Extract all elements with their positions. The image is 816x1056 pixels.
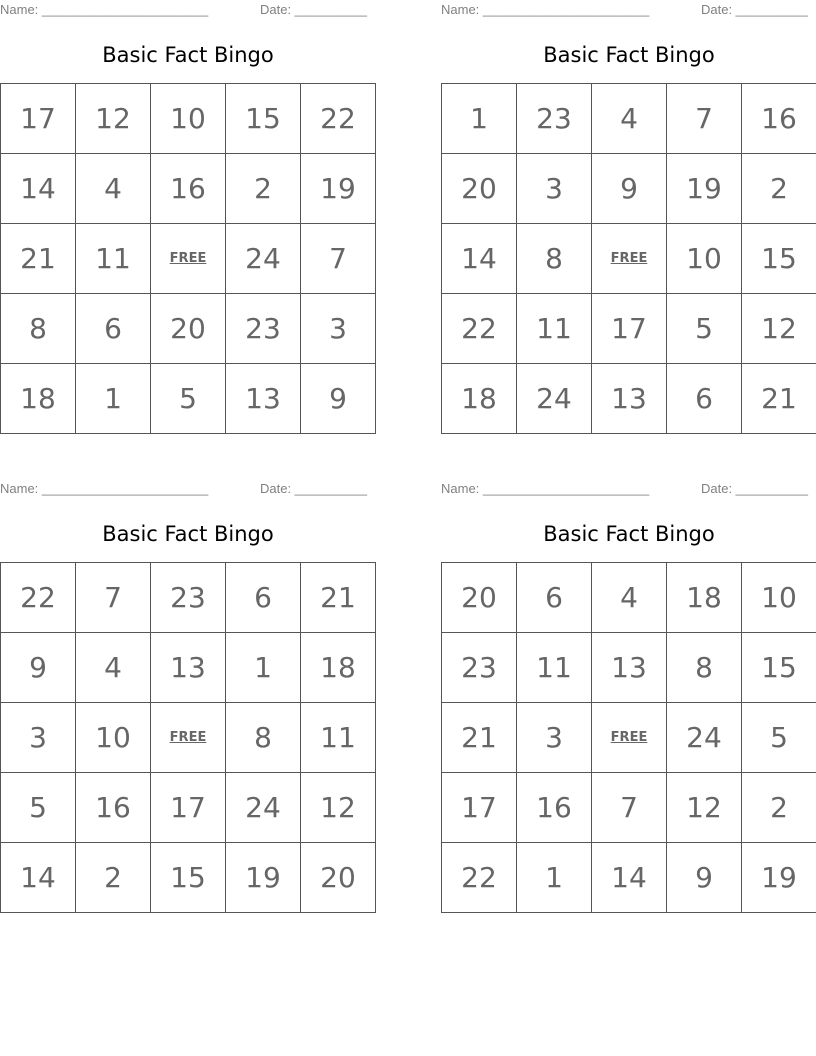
bingo-cell: 20 bbox=[442, 154, 517, 224]
bingo-row bbox=[442, 154, 816, 224]
bingo-cell: 12 bbox=[301, 773, 376, 843]
bingo-cell: 7 bbox=[76, 563, 151, 633]
bingo-cell: 17 bbox=[1, 84, 76, 154]
card-header bbox=[441, 0, 816, 20]
bingo-row bbox=[1, 773, 376, 843]
bingo-cell: 4 bbox=[592, 563, 667, 633]
date-field-label: Date: __________ bbox=[260, 2, 367, 17]
bingo-cell: 21 bbox=[442, 703, 517, 773]
bingo-card-1 bbox=[0, 0, 376, 440]
bingo-cell: 10 bbox=[76, 703, 151, 773]
bingo-cell: 14 bbox=[442, 224, 517, 294]
bingo-cell: 15 bbox=[742, 224, 816, 294]
bingo-cell: 20 bbox=[301, 843, 376, 913]
bingo-row bbox=[442, 773, 816, 843]
bingo-cell: 5 bbox=[151, 364, 226, 434]
bingo-cell: 1 bbox=[226, 633, 301, 703]
bingo-row bbox=[442, 364, 816, 434]
bingo-cell: 8 bbox=[517, 224, 592, 294]
bingo-cell: 18 bbox=[442, 364, 517, 434]
bingo-cell: 12 bbox=[742, 294, 816, 364]
bingo-card-3 bbox=[0, 479, 376, 919]
bingo-card-4 bbox=[441, 479, 816, 919]
bingo-cell: 10 bbox=[151, 84, 226, 154]
card-header bbox=[0, 479, 376, 499]
bingo-row bbox=[1, 364, 376, 434]
bingo-row bbox=[442, 84, 816, 154]
bingo-cell: 16 bbox=[517, 773, 592, 843]
bingo-cell: 8 bbox=[1, 294, 76, 364]
bingo-cell: 11 bbox=[517, 633, 592, 703]
card-title: Basic Fact Bingo bbox=[543, 522, 715, 546]
bingo-cell: 18 bbox=[301, 633, 376, 703]
bingo-row bbox=[1, 84, 376, 154]
card-title: Basic Fact Bingo bbox=[543, 43, 715, 67]
bingo-row bbox=[1, 633, 376, 703]
bingo-cell: 7 bbox=[301, 224, 376, 294]
bingo-cell: 13 bbox=[592, 364, 667, 434]
bingo-row bbox=[442, 843, 816, 913]
bingo-cell: 5 bbox=[1, 773, 76, 843]
date-field-label: Date: __________ bbox=[701, 2, 808, 17]
bingo-cell: 3 bbox=[517, 154, 592, 224]
bingo-row bbox=[1, 294, 376, 364]
bingo-cell: 9 bbox=[592, 154, 667, 224]
bingo-cell: 24 bbox=[517, 364, 592, 434]
bingo-cell: 14 bbox=[1, 843, 76, 913]
bingo-row bbox=[1, 563, 376, 633]
bingo-cell: 21 bbox=[301, 563, 376, 633]
bingo-cell: 18 bbox=[1, 364, 76, 434]
bingo-cell: 22 bbox=[301, 84, 376, 154]
bingo-cell: 10 bbox=[742, 563, 816, 633]
bingo-cell: 24 bbox=[226, 773, 301, 843]
bingo-cell: 19 bbox=[667, 154, 742, 224]
bingo-grid bbox=[0, 83, 376, 434]
bingo-row bbox=[442, 224, 816, 294]
bingo-cell: 6 bbox=[76, 294, 151, 364]
bingo-cell: 24 bbox=[226, 224, 301, 294]
bingo-cell: 1 bbox=[76, 364, 151, 434]
bingo-row bbox=[1, 224, 376, 294]
bingo-cell: 3 bbox=[301, 294, 376, 364]
bingo-cell: 15 bbox=[226, 84, 301, 154]
bingo-cell: 2 bbox=[76, 843, 151, 913]
bingo-cell: 2 bbox=[226, 154, 301, 224]
bingo-cell: 18 bbox=[667, 563, 742, 633]
bingo-cell: 17 bbox=[592, 294, 667, 364]
bingo-cell: 1 bbox=[442, 84, 517, 154]
bingo-row bbox=[1, 154, 376, 224]
bingo-cell: 4 bbox=[76, 154, 151, 224]
bingo-cell: 19 bbox=[301, 154, 376, 224]
bingo-cell: 6 bbox=[226, 563, 301, 633]
bingo-cell: 5 bbox=[667, 294, 742, 364]
bingo-cell: 9 bbox=[667, 843, 742, 913]
bingo-cell: 15 bbox=[742, 633, 816, 703]
bingo-grid bbox=[441, 562, 816, 913]
bingo-cell: 15 bbox=[151, 843, 226, 913]
name-field-label: Name: _______________________ bbox=[441, 481, 650, 496]
bingo-cell: 4 bbox=[592, 84, 667, 154]
bingo-cell: 16 bbox=[742, 84, 816, 154]
bingo-cell: 23 bbox=[442, 633, 517, 703]
bingo-cell: 24 bbox=[667, 703, 742, 773]
bingo-row bbox=[442, 633, 816, 703]
bingo-cell: 11 bbox=[76, 224, 151, 294]
bingo-cell: 19 bbox=[226, 843, 301, 913]
bingo-cell: 14 bbox=[1, 154, 76, 224]
card-header bbox=[0, 0, 376, 20]
card-header bbox=[441, 479, 816, 499]
bingo-cell: 14 bbox=[592, 843, 667, 913]
bingo-cell: 4 bbox=[76, 633, 151, 703]
bingo-cell: 3 bbox=[1, 703, 76, 773]
bingo-cell: 16 bbox=[151, 154, 226, 224]
bingo-cell: 13 bbox=[592, 633, 667, 703]
bingo-cell: 7 bbox=[667, 84, 742, 154]
bingo-cell: 17 bbox=[442, 773, 517, 843]
bingo-cell: 23 bbox=[517, 84, 592, 154]
bingo-cell: 5 bbox=[742, 703, 816, 773]
bingo-cell: 7 bbox=[592, 773, 667, 843]
bingo-cell: 11 bbox=[301, 703, 376, 773]
bingo-cell: 6 bbox=[517, 563, 592, 633]
bingo-cell: 12 bbox=[76, 84, 151, 154]
bingo-cell: 21 bbox=[742, 364, 816, 434]
bingo-cell: 23 bbox=[151, 563, 226, 633]
name-field-label: Name: _______________________ bbox=[0, 481, 209, 496]
card-title: Basic Fact Bingo bbox=[102, 43, 274, 67]
bingo-cell: 22 bbox=[442, 294, 517, 364]
bingo-cell: 8 bbox=[226, 703, 301, 773]
bingo-cell: 13 bbox=[151, 633, 226, 703]
bingo-cell: 17 bbox=[151, 773, 226, 843]
bingo-cell: 9 bbox=[1, 633, 76, 703]
bingo-row bbox=[1, 703, 376, 773]
bingo-cell: 23 bbox=[226, 294, 301, 364]
bingo-cell: 22 bbox=[442, 843, 517, 913]
date-field-label: Date: __________ bbox=[260, 481, 367, 496]
bingo-card-2 bbox=[441, 0, 816, 440]
date-field-label: Date: __________ bbox=[701, 481, 808, 496]
bingo-grid bbox=[0, 562, 376, 913]
bingo-cell: 22 bbox=[1, 563, 76, 633]
bingo-row bbox=[442, 563, 816, 633]
bingo-cell: 21 bbox=[1, 224, 76, 294]
free-space-cell: FREE bbox=[151, 224, 226, 294]
bingo-cell: 19 bbox=[742, 843, 816, 913]
free-space-cell: FREE bbox=[592, 224, 667, 294]
bingo-cell: 1 bbox=[517, 843, 592, 913]
bingo-cell: 2 bbox=[742, 773, 816, 843]
name-field-label: Name: _______________________ bbox=[0, 2, 209, 17]
bingo-cell: 2 bbox=[742, 154, 816, 224]
bingo-cell: 10 bbox=[667, 224, 742, 294]
bingo-grid bbox=[441, 83, 816, 434]
bingo-row bbox=[1, 843, 376, 913]
bingo-cell: 12 bbox=[667, 773, 742, 843]
free-space-cell: FREE bbox=[592, 703, 667, 773]
bingo-cell: 11 bbox=[517, 294, 592, 364]
bingo-cell: 20 bbox=[442, 563, 517, 633]
bingo-cell: 9 bbox=[301, 364, 376, 434]
bingo-cell: 6 bbox=[667, 364, 742, 434]
bingo-row bbox=[442, 294, 816, 364]
bingo-cell: 8 bbox=[667, 633, 742, 703]
card-title: Basic Fact Bingo bbox=[102, 522, 274, 546]
bingo-cell: 20 bbox=[151, 294, 226, 364]
bingo-cell: 13 bbox=[226, 364, 301, 434]
bingo-cell: 16 bbox=[76, 773, 151, 843]
free-space-cell: FREE bbox=[151, 703, 226, 773]
bingo-row bbox=[442, 703, 816, 773]
bingo-cell: 3 bbox=[517, 703, 592, 773]
name-field-label: Name: _______________________ bbox=[441, 2, 650, 17]
